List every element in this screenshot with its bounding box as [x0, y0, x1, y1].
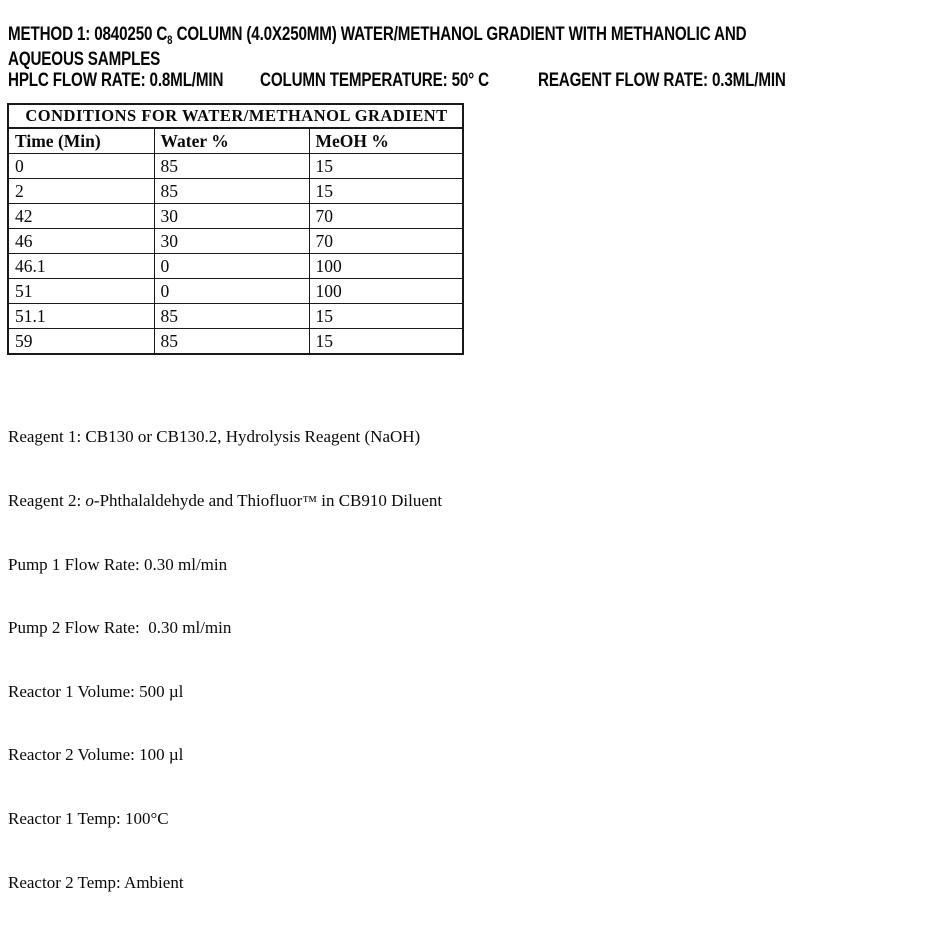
- method-title-line1: [8, 24, 931, 47]
- gradient-conditions-table: [7, 103, 464, 355]
- trademark-symbol: ™: [302, 494, 317, 510]
- method-title-suffix: COLUMN (4.0X250MM) WATER/METHANOL GRADIENT WITH METHANOLIC AND: [172, 24, 747, 45]
- cell-meoh: 15: [309, 154, 463, 179]
- table-row: [8, 179, 463, 204]
- column-temperature-label: COLUMN TEMPERATURE: 50° C: [260, 70, 489, 91]
- cell-water: 0: [154, 279, 309, 304]
- reagent-flow-rate-label: REAGENT FLOW RATE: 0.3ML/MIN: [538, 70, 786, 91]
- table-row: [8, 154, 463, 179]
- reactor-2-volume-note: Reactor 2 Volume: 100 µl: [8, 745, 184, 765]
- reagent-1-note: Reagent 1: CB130 or CB130.2, Hydrolysis Reagent (NaOH): [8, 427, 421, 447]
- cell-meoh: 70: [309, 229, 463, 254]
- reagent-2-note: [8, 490, 442, 511]
- cell-time: 46: [8, 229, 154, 254]
- method-title-prefix: METHOD 1: 0840250 C: [8, 24, 168, 45]
- cell-water: 85: [154, 329, 309, 355]
- method-notes: [8, 384, 442, 935]
- cell-time: 51.1: [8, 304, 154, 329]
- cell-time: 59: [8, 329, 154, 355]
- cell-meoh: 100: [309, 279, 463, 304]
- table-row: [8, 204, 463, 229]
- cell-time: 46.1: [8, 254, 154, 279]
- cell-meoh: 15: [309, 179, 463, 204]
- reactor-1-temp-note: Reactor 1 Temp: 100°C: [8, 808, 169, 828]
- cell-water: 30: [154, 229, 309, 254]
- reagent-2-suffix: in CB910 Diluent: [316, 491, 443, 510]
- hplc-flow-rate-label: HPLC FLOW RATE: 0.8ML/MIN: [8, 70, 224, 91]
- pump-2-flow-rate-note: Pump 2 Flow Rate: 0.30 ml/min: [8, 618, 232, 638]
- cell-meoh: 15: [309, 304, 463, 329]
- table-row: [8, 329, 463, 355]
- cell-water: 85: [154, 304, 309, 329]
- table-row: [8, 279, 463, 304]
- cell-time: 2: [8, 179, 154, 204]
- method-title-line2-text: AQUEOUS SAMPLES: [8, 49, 161, 70]
- column-header-water: Water %: [154, 128, 309, 154]
- method-title-line2: [8, 49, 198, 71]
- column-type-subscript: 8: [167, 33, 173, 47]
- cell-time: 0: [8, 154, 154, 179]
- table-title-row: [8, 104, 463, 128]
- table-row: [8, 304, 463, 329]
- cell-meoh: 70: [309, 204, 463, 229]
- reagent-2-ortho: o: [85, 491, 94, 510]
- cell-time: 51: [8, 279, 154, 304]
- table-title: CONDITIONS FOR WATER/METHANOL GRADIENT: [8, 104, 463, 128]
- reagent-2-prefix: Reagent 2:: [8, 491, 86, 510]
- table-header-row: [8, 128, 463, 154]
- reagent-2-middle: -Phthalaldehyde and Thiofluor: [93, 491, 303, 510]
- table-row: [8, 229, 463, 254]
- cell-water: 85: [154, 179, 309, 204]
- cell-water: 0: [154, 254, 309, 279]
- cell-meoh: 100: [309, 254, 463, 279]
- pump-1-flow-rate-note: Pump 1 Flow Rate: 0.30 ml/min: [8, 554, 228, 574]
- cell-water: 85: [154, 154, 309, 179]
- column-header-meoh: MeOH %: [309, 128, 463, 154]
- reactor-1-volume-note: Reactor 1 Volume: 500 µl: [8, 681, 184, 701]
- cell-water: 30: [154, 204, 309, 229]
- reactor-2-temp-note: Reactor 2 Temp: Ambient: [8, 872, 184, 892]
- table-row: [8, 254, 463, 279]
- column-header-time: Time (Min): [8, 128, 154, 154]
- cell-time: 42: [8, 204, 154, 229]
- cell-meoh: 15: [309, 329, 463, 355]
